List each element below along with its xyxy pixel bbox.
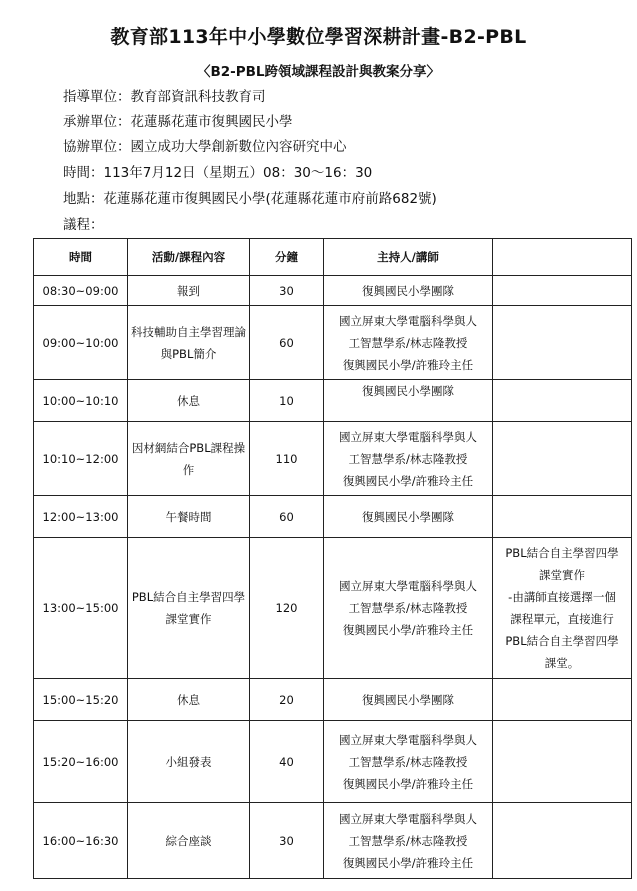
row-host: 復興國民小學團隊: [324, 380, 493, 422]
row-host: 復興國民小學團隊: [324, 496, 493, 538]
row-note: [493, 679, 632, 721]
note-line: PBL結合自主學習四學: [505, 546, 619, 560]
table-row: [34, 380, 632, 422]
row-note: [493, 306, 632, 380]
table-row: [34, 276, 632, 306]
row-minutes: 110: [250, 422, 324, 496]
guide-unit: 指導單位：教育部資訊科技教育司: [63, 89, 266, 105]
host-line: 工智慧學系/林志隆教授: [348, 451, 468, 466]
row-host: [324, 721, 493, 803]
header-minutes: 分鐘: [250, 239, 324, 276]
document-title: 教育部113年中小學數位學習深耕計畫-B2-PBL: [110, 26, 527, 48]
table-row: [34, 496, 632, 538]
header-activity: 活動/課程內容: [128, 239, 250, 276]
row-note: [493, 380, 632, 422]
note-line: 課堂。: [544, 656, 580, 670]
row-minutes: 60: [250, 306, 324, 380]
row-time: 12:00~13:00: [34, 496, 128, 538]
row-minutes: 30: [250, 276, 324, 306]
table-row: [34, 306, 632, 380]
row-host: [324, 803, 493, 879]
row-activity: 因材網結合PBL課程操作: [128, 422, 250, 496]
host-line: 工智慧學系/林志隆教授: [348, 335, 468, 350]
row-minutes: 40: [250, 721, 324, 803]
host-line: 工智慧學系/林志隆教授: [348, 601, 468, 615]
agenda-label: 議程：: [63, 217, 104, 233]
row-time: 08:30~09:00: [34, 276, 128, 306]
row-time: 16:00~16:30: [34, 803, 128, 879]
row-time: 15:00~15:20: [34, 679, 128, 721]
row-minutes: 10: [250, 380, 324, 422]
row-host: 復興國民小學團隊: [324, 276, 493, 306]
row-time: 09:00~10:00: [34, 306, 128, 380]
host-line: 國立屏東大學電腦科學與人: [339, 811, 477, 826]
row-host: [324, 538, 493, 679]
host-line: 復興國民小學/許雅玲主任: [342, 776, 474, 791]
row-note: [493, 496, 632, 538]
note-line: PBL結合自主學習四學: [505, 634, 619, 648]
host-line: 國立屏東大學電腦科學與人: [339, 313, 477, 328]
host-line: 國立屏東大學電腦科學與人: [339, 732, 477, 747]
table-header-row: [34, 239, 632, 276]
row-activity: 午餐時間: [128, 496, 250, 538]
table-row: [34, 422, 632, 496]
row-minutes: 60: [250, 496, 324, 538]
row-activity: 報到: [128, 276, 250, 306]
row-activity: 休息: [128, 679, 250, 721]
row-note: [493, 422, 632, 496]
host-line: 國立屏東大學電腦科學與人: [339, 579, 477, 593]
row-host: [324, 422, 493, 496]
row-activity: 綜合座談: [128, 803, 250, 879]
row-note: [493, 538, 632, 679]
host-line: 復興國民小學/許雅玲主任: [342, 357, 474, 372]
agenda-table: [33, 238, 632, 879]
host-line: 國立屏東大學電腦科學與人: [339, 429, 477, 444]
row-minutes: 20: [250, 679, 324, 721]
row-time: 13:00~15:00: [34, 538, 128, 679]
row-host: 復興國民小學團隊: [324, 679, 493, 721]
row-activity: 小組發表: [128, 721, 250, 803]
host-line: 復興國民小學/許雅玲主任: [342, 623, 474, 637]
row-activity: 科技輔助自主學習理論與PBL簡介: [128, 306, 250, 380]
header-host: 主持人/講師: [324, 239, 493, 276]
row-minutes: 30: [250, 803, 324, 879]
event-time: 時間：113年7月12日（星期五）08：30～16：30: [63, 165, 373, 181]
header-time: 時間: [34, 239, 128, 276]
co-organizer-unit: 協辦單位：國立成功大學創新數位內容研究中心: [63, 139, 347, 155]
row-activity: 休息: [128, 380, 250, 422]
host-line: 工智慧學系/林志隆教授: [348, 833, 468, 848]
event-location: 地點：花蓮縣花蓮市復興國民小學(花蓮縣花蓮市府前路682號): [63, 191, 437, 207]
note-line: 課堂實作: [539, 568, 585, 582]
header-note: [493, 239, 632, 276]
row-activity: PBL結合自主學習四學課堂實作: [128, 538, 250, 679]
row-note: [493, 803, 632, 879]
row-host: [324, 306, 493, 380]
row-time: 10:10~12:00: [34, 422, 128, 496]
host-line: 復興國民小學/許雅玲主任: [342, 855, 474, 870]
row-note: [493, 276, 632, 306]
row-note: [493, 721, 632, 803]
row-time: 15:20~16:00: [34, 721, 128, 803]
note-line: 課程單元，直接進行: [510, 612, 614, 626]
note-line: -由講師直接選擇一個: [508, 590, 616, 604]
host-line: 工智慧學系/林志隆教授: [348, 754, 468, 769]
table-row: [34, 538, 632, 679]
document-subtitle: 〈B2-PBL跨領域課程設計與教案分享〉: [196, 64, 441, 80]
row-time: 10:00~10:10: [34, 380, 128, 422]
row-minutes: 120: [250, 538, 324, 679]
table-row: [34, 721, 632, 803]
table-row: [34, 679, 632, 721]
table-row: [34, 803, 632, 879]
organizer-unit: 承辦單位：花蓮縣花蓮市復興國民小學: [63, 114, 293, 130]
host-line: 復興國民小學/許雅玲主任: [342, 473, 474, 488]
